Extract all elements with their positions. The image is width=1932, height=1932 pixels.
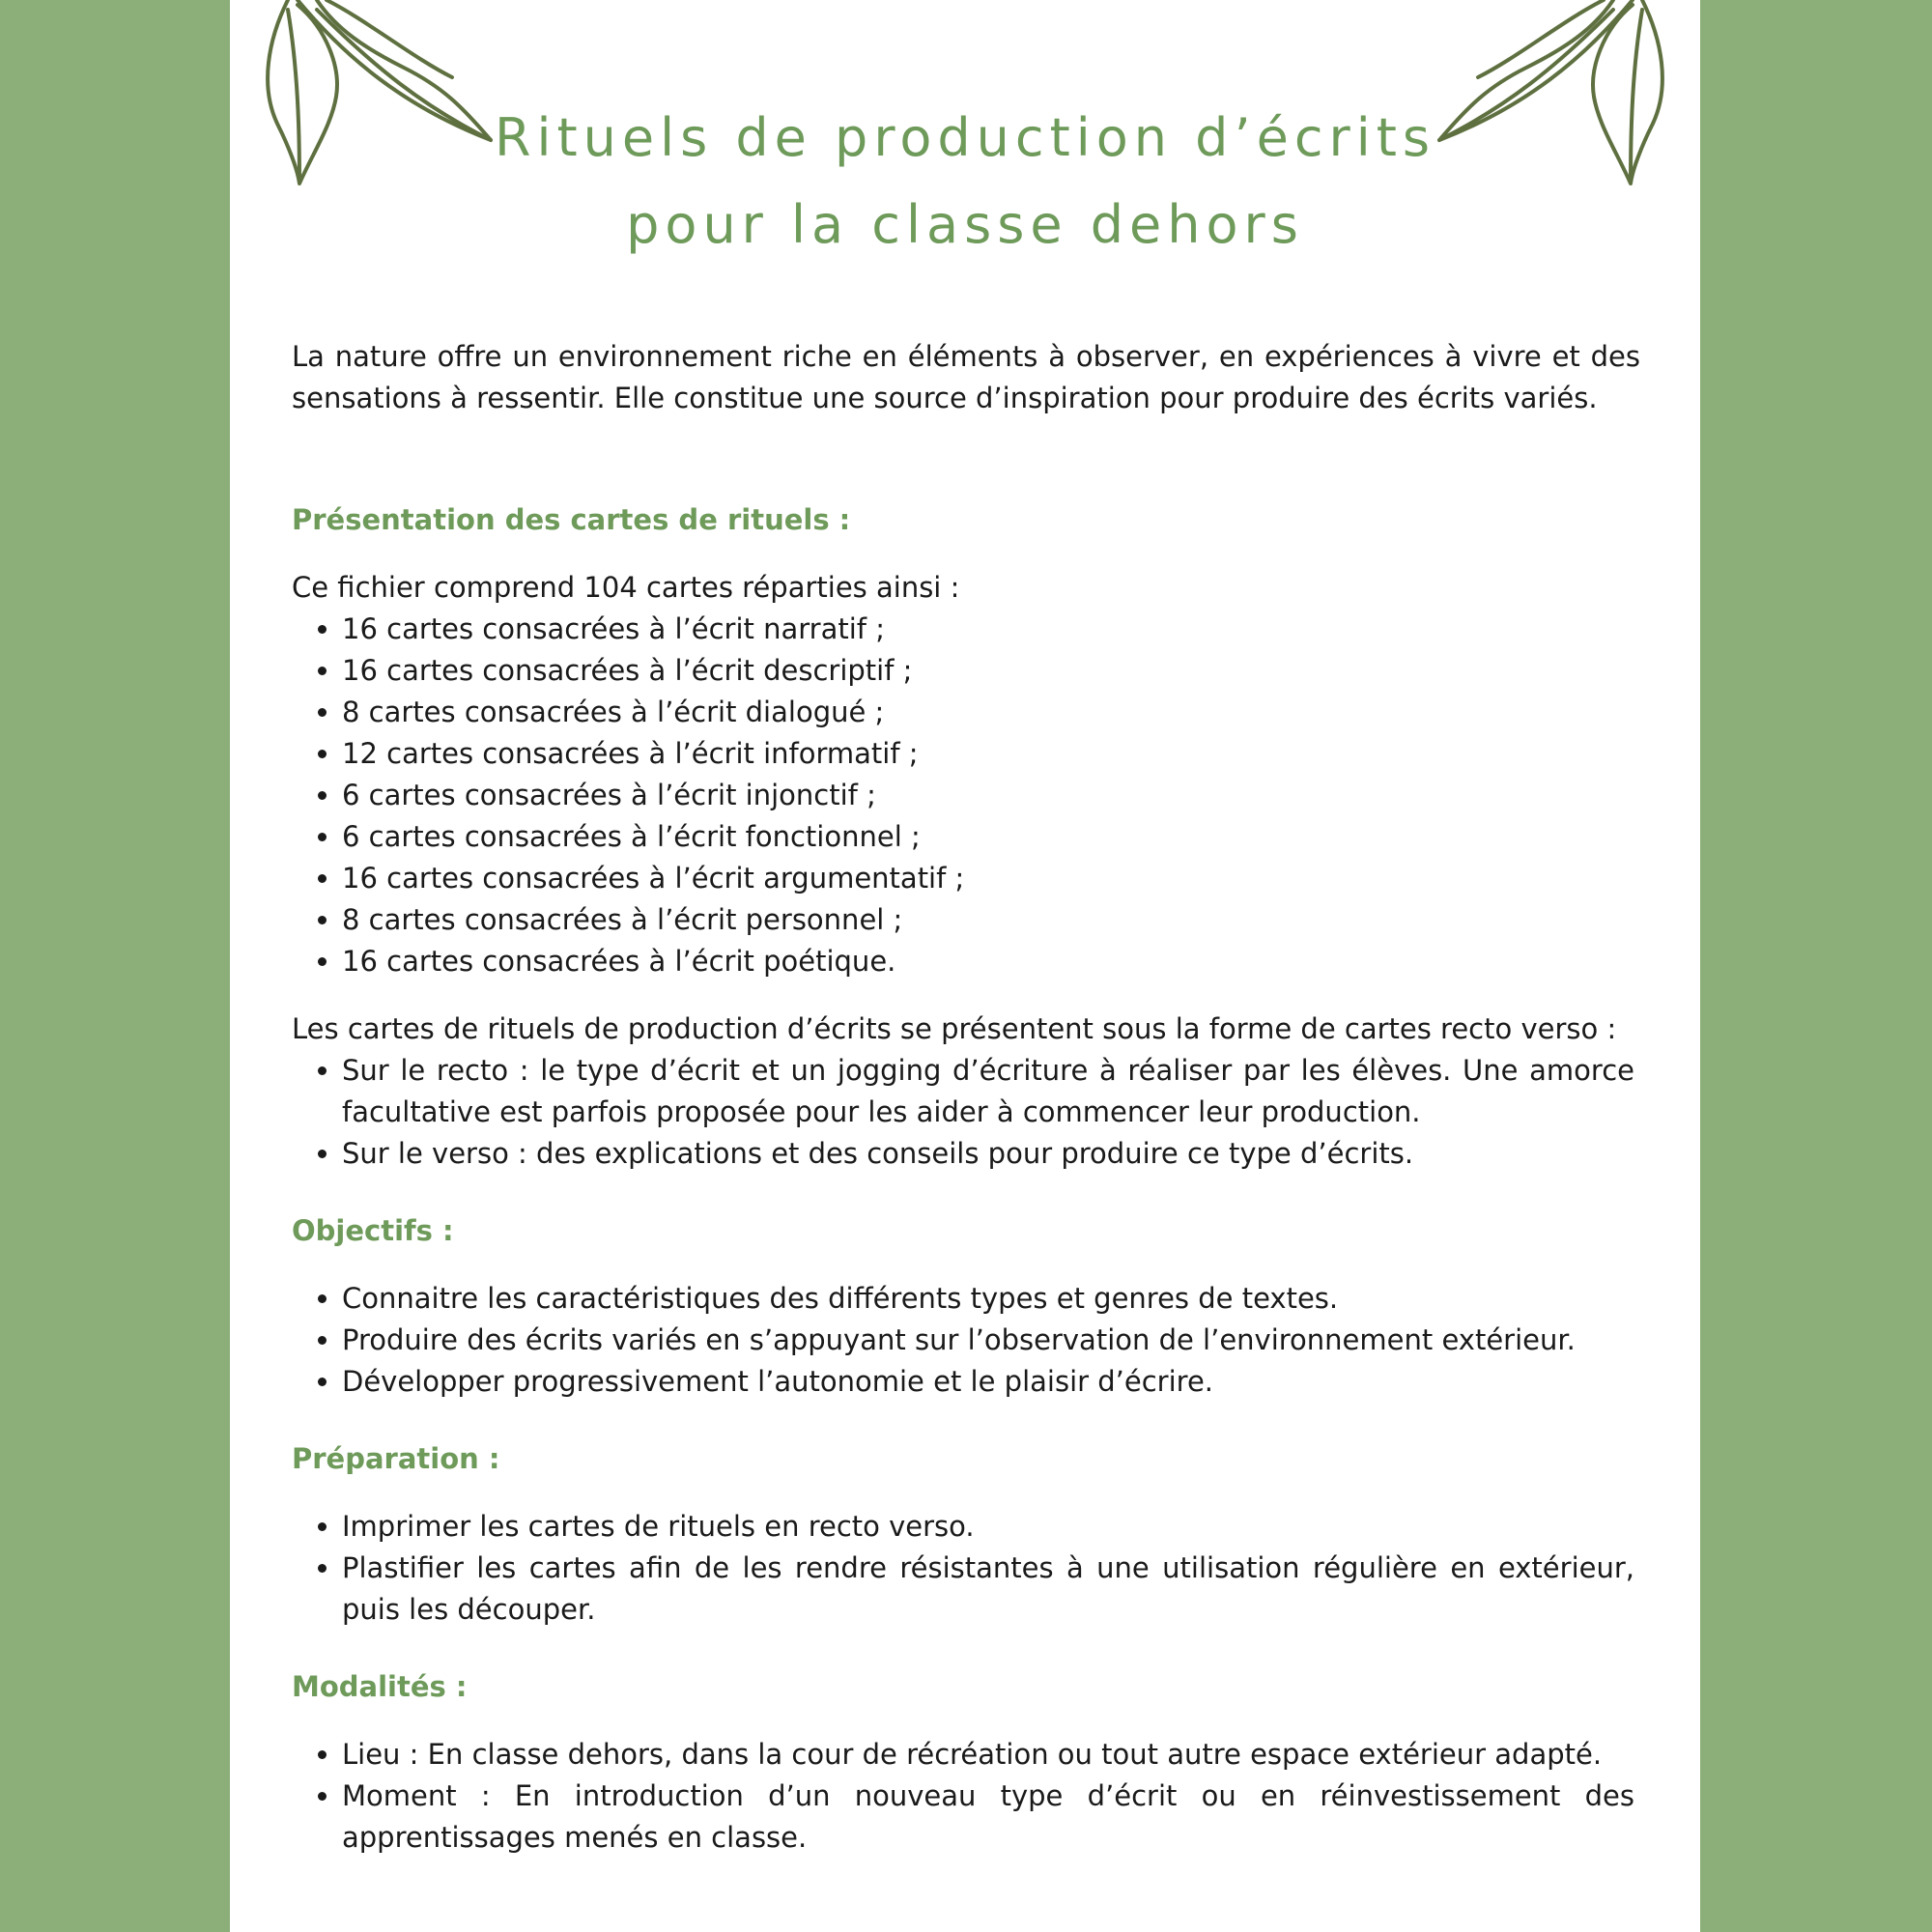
modalites-list — [292, 1734, 1640, 1859]
section-heading-preparation: Préparation : — [292, 1442, 500, 1475]
section-heading-modalites: Modalités : — [292, 1670, 468, 1703]
list-item: • 8 cartes consacrées à l’écrit personnel ; — [342, 899, 1640, 941]
list-item: • 16 cartes consacrées à l’écrit narratif ; — [342, 609, 1640, 650]
preparation-list — [292, 1506, 1640, 1631]
title-line-2: pour la classe dehors — [626, 194, 1304, 255]
list-item: • 16 cartes consacrées à l’écrit poétique. — [342, 941, 1640, 982]
list-item: • 16 cartes consacrées à l’écrit descriptif ; — [342, 650, 1640, 692]
list-item: • Connaitre les caractéristiques des différents types et genres de textes. — [342, 1278, 1640, 1320]
list-item: • 6 cartes consacrées à l’écrit injonctif ; — [342, 775, 1640, 816]
list-item: • 8 cartes consacrées à l’écrit dialogué ; — [342, 692, 1640, 733]
intro-paragraph: La nature offre un environnement riche en éléments à observer, en expériences à vivre et des sensations à ressentir. Elle constitue une source d’inspiration pour produire des écrits variés. — [292, 340, 1640, 414]
document-page — [230, 0, 1700, 1932]
list-item: • Moment : En introduction d’un nouveau type d’écrit ou en réinvestissement des apprentissages menés en classe. — [342, 1776, 1640, 1859]
list-item: • Produire des écrits variés en s’appuyant sur l’observation de l’environnement extérieur. — [342, 1320, 1640, 1361]
list-item: • Plastifier les cartes afin de les rendre résistantes à une utilisation régulière en extérieur, puis les découper. — [342, 1548, 1640, 1631]
list-item: • 16 cartes consacrées à l’écrit argumentatif ; — [342, 858, 1640, 899]
section-heading-presentation: Présentation des cartes de rituels : — [292, 503, 851, 536]
card-distribution-list — [292, 609, 1640, 982]
objectifs-list — [292, 1278, 1640, 1403]
list-item: • Imprimer les cartes de rituels en recto verso. — [342, 1506, 1640, 1548]
title-line-1: Rituels de production d’écrits — [494, 107, 1436, 168]
card-format-list — [292, 1050, 1640, 1175]
presentation-lead: Ce fichier comprend 104 cartes réparties ainsi : — [292, 571, 960, 604]
list-item: • 12 cartes consacrées à l’écrit informatif ; — [342, 733, 1640, 775]
list-item: • Sur le recto : le type d’écrit et un jogging d’écriture à réaliser par les élèves. Une amorce facultative est parfois proposée pour les aider à commencer leur production. — [342, 1050, 1640, 1133]
page-title — [230, 95, 1700, 269]
list-item: • Sur le verso : des explications et des conseils pour produire ce type d’écrits. — [342, 1133, 1640, 1175]
section-heading-objectifs: Objectifs : — [292, 1214, 454, 1247]
list-item: • 6 cartes consacrées à l’écrit fonctionnel ; — [342, 816, 1640, 858]
format-lead: Les cartes de rituels de production d’écrits se présentent sous la forme de cartes recto verso : — [292, 1012, 1617, 1045]
list-item: • Développer progressivement l’autonomie et le plaisir d’écrire. — [342, 1361, 1640, 1403]
list-item: • Lieu : En classe dehors, dans la cour de récréation ou tout autre espace extérieur adapté. — [342, 1734, 1640, 1776]
document-body — [292, 336, 1640, 1859]
